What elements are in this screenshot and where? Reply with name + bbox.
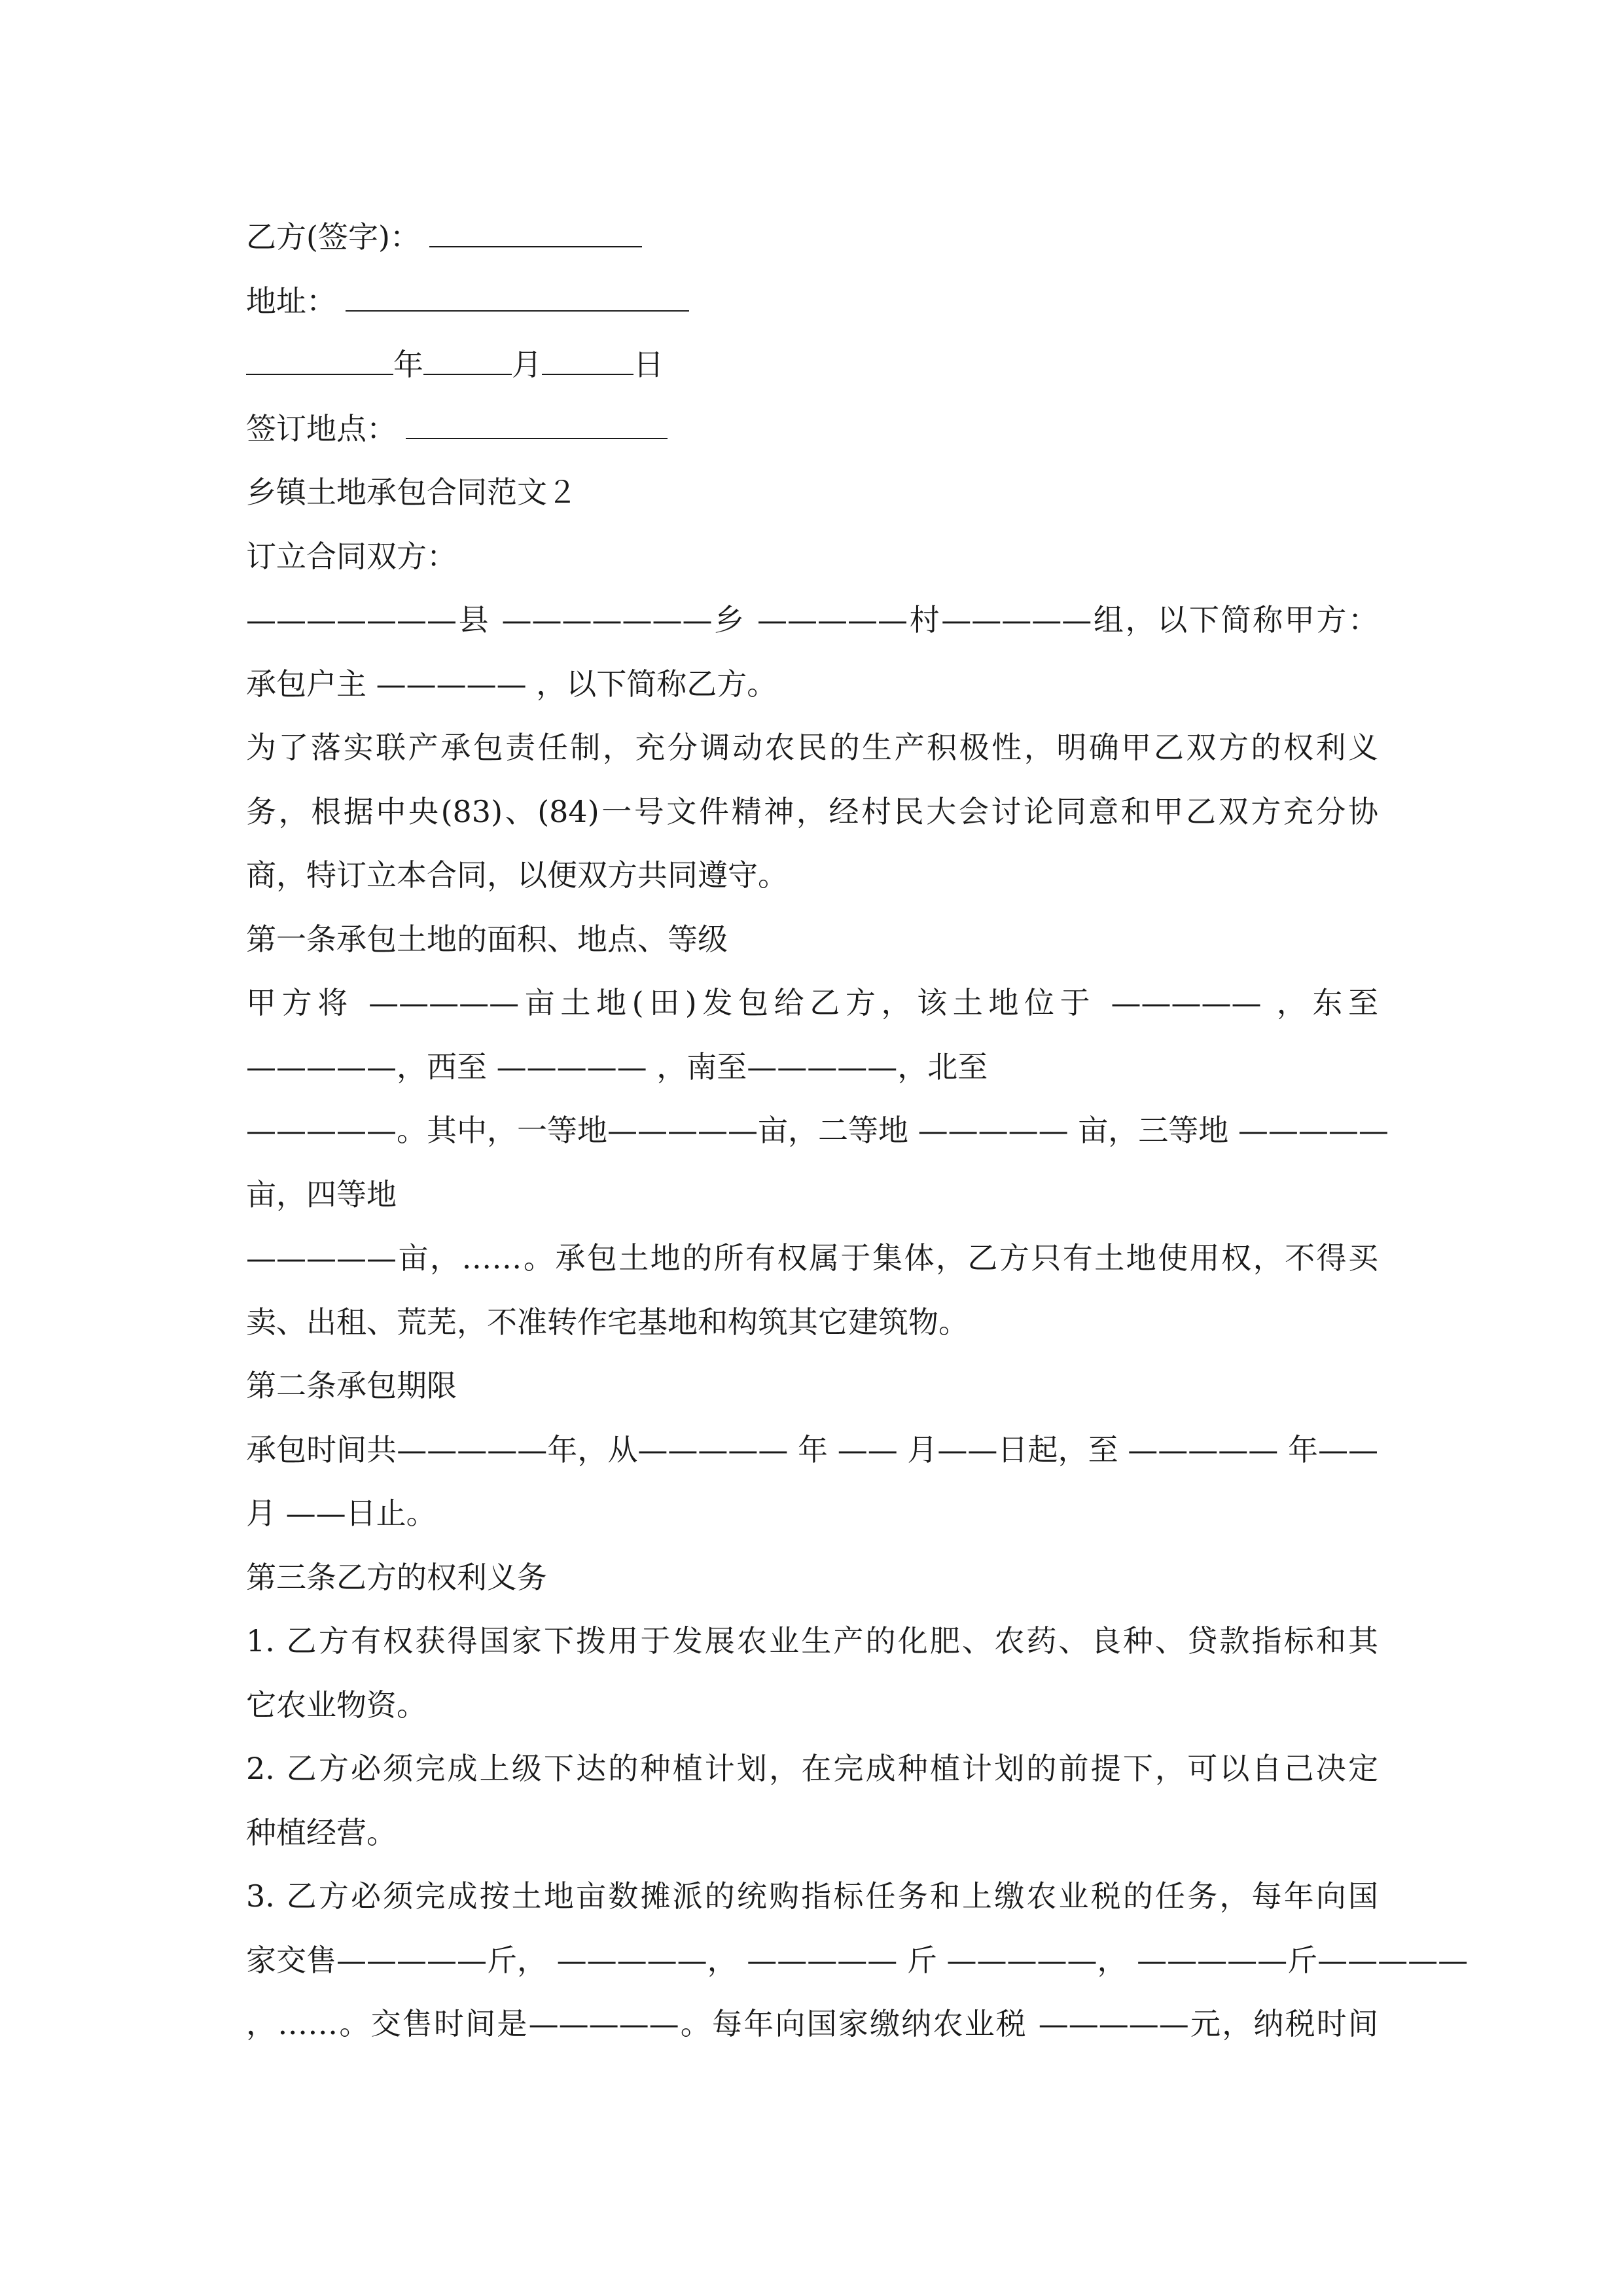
document-title: 乡镇土地承包合同范文２ xyxy=(246,475,577,510)
address-line xyxy=(246,270,1378,334)
article1-line: —————亩，……。承包土地的所有权属于集体，乙方只有土地使用权，不得买 xyxy=(246,1240,1378,1276)
party-b-signature-label: 乙方(签字)： xyxy=(246,219,420,255)
signature-blank xyxy=(429,219,642,247)
signing-place-label: 签订地点： xyxy=(246,410,397,446)
article3-heading: 第三条乙方的权利义务 xyxy=(246,1559,547,1595)
article2-line: 承包时间共—————年，从————— 年 —— 月——日起，至 ————— 年—— xyxy=(246,1431,1378,1467)
article3-line: 1. 乙方有权获得国家下拨用于发展农业生产的化肥、农药、良种、贷款指标和其 xyxy=(246,1623,1378,1659)
party-a-line: ———————县 ———————乡 —————村—————组，以下简称甲方： xyxy=(246,602,1378,637)
contract-text xyxy=(246,206,1469,2056)
party-b-signature-line xyxy=(246,206,1378,270)
article3-line: 它农业物资。 xyxy=(246,1687,427,1723)
month-label: 月 xyxy=(512,347,542,382)
preamble-line: 商，特订立本合同，以便双方共同遵守。 xyxy=(246,857,788,893)
article1-line: —————，西至 ————— ，南至—————，北至 xyxy=(246,1049,988,1085)
article1-line: 亩，四等地 xyxy=(246,1176,397,1212)
preamble-line: 务，根据中央(83)、(84)一号文件精神，经村民大会讨论同意和甲乙双方充分协 xyxy=(246,793,1378,829)
article1-line: 甲方将 —————亩土地(田)发包给乙方，该土地位于 ————— ，东至 xyxy=(246,985,1378,1020)
parties-heading: 订立合同双方： xyxy=(246,538,457,574)
signing-place-blank xyxy=(406,410,668,439)
month-blank xyxy=(423,346,512,375)
article3-line: 家交售—————斤， —————， ————— 斤 —————， —————斤————— xyxy=(246,1942,1469,1978)
article2-heading: 第二条承包期限 xyxy=(246,1368,457,1403)
year-blank xyxy=(246,346,393,375)
article2-line: 月 ——日止。 xyxy=(246,1496,437,1531)
article1-line: 卖、出租、荒芜，不准转作宅基地和构筑其它建筑物。 xyxy=(246,1304,969,1340)
article3-line: 种植经营。 xyxy=(246,1814,397,1850)
year-label: 年 xyxy=(393,347,423,382)
article3-line: ，……。交售时间是—————。每年向国家缴纳农业税 —————元，纳税时间 xyxy=(246,2006,1378,2041)
article3-line: 2. 乙方必须完成上级下达的种植计划，在完成种植计划的前提下，可以自己决定 xyxy=(246,1751,1378,1786)
preamble-line: 为了落实联产承包责任制，充分调动农民的生产积极性，明确甲乙双方的权利义 xyxy=(246,730,1378,765)
article1-line: —————。其中，一等地—————亩，二等地 ————— 亩，三等地 ————— xyxy=(246,1113,1389,1148)
signing-place-line xyxy=(246,397,1378,461)
article3-line: 3. 乙方必须完成按土地亩数摊派的统购指标任务和上缴农业税的任务，每年向国 xyxy=(246,1878,1378,1914)
address-blank xyxy=(346,283,689,312)
article1-heading: 第一条承包土地的面积、地点、等级 xyxy=(246,921,728,957)
day-label: 日 xyxy=(633,347,664,382)
party-b-line: 承包户主 ————— ，以下简称乙方。 xyxy=(246,666,777,702)
day-blank xyxy=(542,346,633,375)
date-line xyxy=(246,333,1378,397)
address-label: 地址： xyxy=(246,283,336,319)
